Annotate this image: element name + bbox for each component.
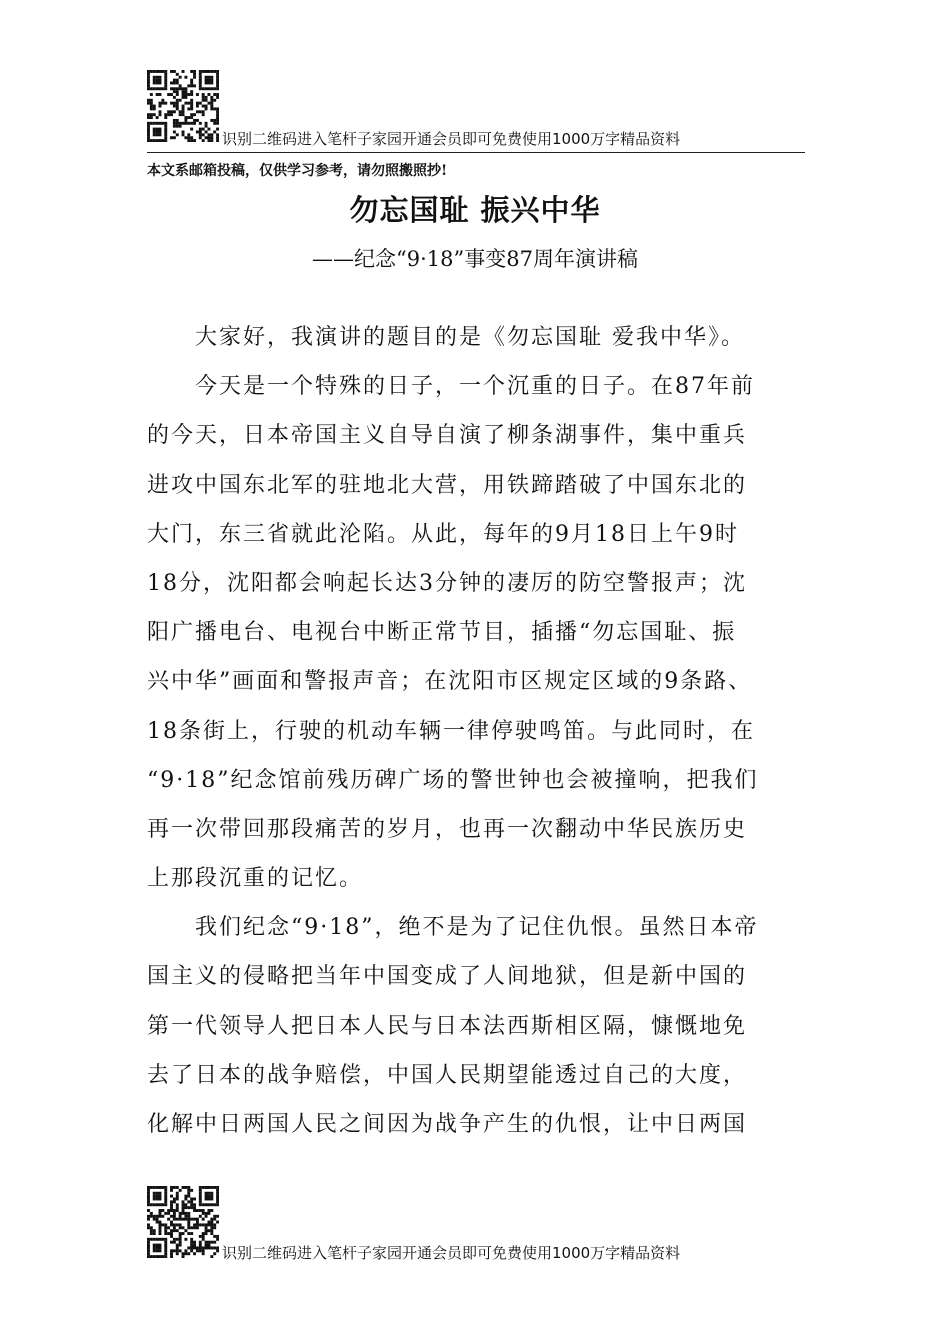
body-line: 第一代领导人把日本人民与日本法西斯相区隔，慷慨地免 [147, 1013, 748, 1039]
body-line: 阳广播电台、电视台中断正常节目，插播“勿忘国耻、振 [147, 620, 737, 646]
document-title: 勿忘国耻 振兴中华 [349, 193, 601, 227]
qr-code-icon[interactable] [147, 70, 219, 142]
qr-pattern [147, 70, 219, 142]
body-line: 去了日本的战争赔偿，中国人民期望能透过自己的大度， [147, 1062, 748, 1088]
header-divider [147, 152, 805, 153]
body-line: 国主义的侵略把当年中国变成了人间地狱，但是新中国的 [147, 964, 748, 990]
footer-banner-text: 识别二维码进入笔杆子家园开通会员即可免费使用1000万字精品资料 [222, 1244, 681, 1262]
body-line: 18分，沈阳都会响起长达3分钟的凄厉的防空警报声；沈 [147, 570, 747, 596]
body-line: 的今天，日本帝国主义自导自演了柳条湖事件，集中重兵 [147, 423, 748, 449]
disclaimer-text: 本文系邮箱投稿，仅供学习参考，请勿照搬照抄! [147, 163, 448, 179]
body-line: 我们纪念“9·18”，绝不是为了记住仇恨。虽然日本帝 [195, 915, 759, 941]
body-line: 上那段沉重的记忆。 [147, 866, 364, 892]
body-line: 大门，东三省就此沦陷。从此，每年的9月18日上午9时 [147, 521, 739, 547]
qr-code-icon[interactable] [147, 1186, 219, 1258]
body-line: 18条街上，行驶的机动车辆一律停驶鸣笛。与此同时，在 [147, 718, 755, 744]
document-body [147, 313, 805, 1149]
document-subtitle: ——纪念“9·18”事变87周年演讲稿 [312, 247, 638, 271]
body-line: “9·18”纪念馆前残历碑广场的警世钟也会被撞响，把我们 [147, 767, 759, 793]
body-line: 化解中日两国人民之间因为战争产生的仇恨，让中日两国 [147, 1112, 748, 1137]
body-line: 进攻中国东北军的驻地北大营，用铁蹄踏破了中国东北的 [147, 472, 748, 498]
body-line: 今天是一个特殊的日子，一个沉重的日子。在87年前 [195, 374, 755, 400]
body-line: 兴中华”画面和警报声音；在沈阳市区规定区域的9条路、 [147, 669, 753, 695]
body-line: 大家好，我演讲的题目的是《勿忘国耻 爱我中华》。 [195, 325, 745, 350]
qr-pattern [147, 1186, 219, 1258]
header-banner-text: 识别二维码进入笔杆子家园开通会员即可免费使用1000万字精品资料 [222, 130, 681, 148]
body-line: 再一次带回那段痛苦的岁月，也再一次翻动中华民族历史 [147, 816, 748, 842]
